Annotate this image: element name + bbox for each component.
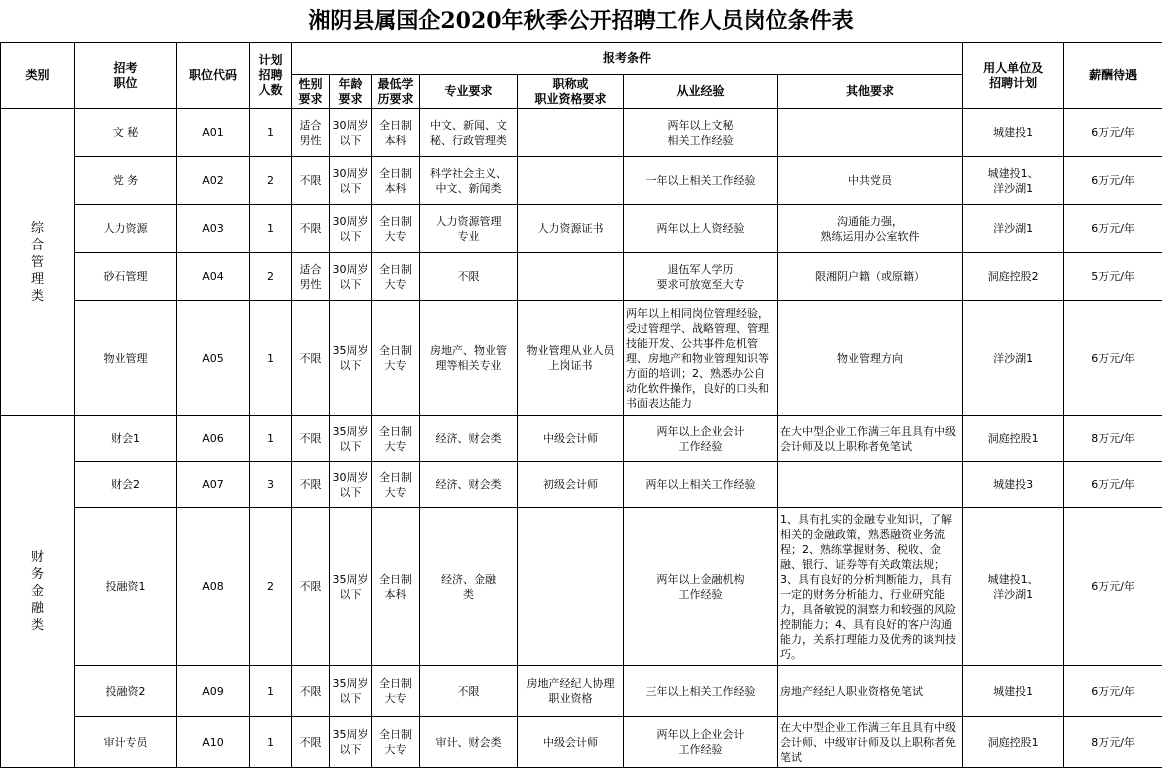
header-count: 计划 招聘 人数 <box>250 43 292 109</box>
other-cell <box>778 462 963 508</box>
education-cell: 全日制 大专 <box>372 416 420 462</box>
category-label: 财务金融类 <box>30 550 44 633</box>
gender-cell: 不限 <box>292 462 330 508</box>
gender-cell: 适合 男性 <box>292 109 330 157</box>
other-cell <box>778 109 963 157</box>
page-title: 湘阴县属国企2020年秋季公开招聘工作人员岗位条件表 <box>308 8 854 34</box>
education-cell: 全日制 本科 <box>372 157 420 205</box>
table-row <box>1 157 1162 205</box>
major-cell: 科学社会主义、 中文、新闻类 <box>420 157 518 205</box>
age-cell: 30周岁 以下 <box>330 253 372 301</box>
position-cell: 审计专员 <box>75 717 177 768</box>
gender-cell: 适合 男性 <box>292 253 330 301</box>
salary-cell: 8万元/年 <box>1064 717 1162 768</box>
position-cell: 人力资源 <box>75 205 177 253</box>
education-cell: 全日制 大专 <box>372 301 420 416</box>
title-requirement-cell <box>518 109 624 157</box>
count-cell: 1 <box>250 205 292 253</box>
count-cell: 3 <box>250 462 292 508</box>
age-cell: 30周岁 以下 <box>330 109 372 157</box>
header-experience: 从业经验 <box>624 75 778 109</box>
header-employer: 用人单位及 招聘计划 <box>963 43 1064 109</box>
gender-cell: 不限 <box>292 157 330 205</box>
gender-cell: 不限 <box>292 205 330 253</box>
code-cell: A10 <box>177 717 250 768</box>
table-row <box>1 462 1162 508</box>
other-cell: 沟通能力强， 熟练运用办公室软件 <box>778 205 963 253</box>
category-cell <box>1 109 75 416</box>
count-cell: 2 <box>250 157 292 205</box>
count-cell: 1 <box>250 109 292 157</box>
code-cell: A04 <box>177 253 250 301</box>
position-cell: 党 务 <box>75 157 177 205</box>
table-row <box>1 416 1162 462</box>
age-cell: 35周岁 以下 <box>330 416 372 462</box>
experience-cell: 两年以上人资经验 <box>624 205 778 253</box>
title-requirement-cell <box>518 253 624 301</box>
experience-cell: 两年以上企业会计 工作经验 <box>624 416 778 462</box>
employer-cell: 城建投1、 洋沙湖1 <box>963 508 1064 666</box>
education-cell: 全日制 大专 <box>372 462 420 508</box>
count-cell: 1 <box>250 717 292 768</box>
age-cell: 30周岁 以下 <box>330 205 372 253</box>
major-cell: 经济、财会类 <box>420 462 518 508</box>
employer-cell: 洞庭控股1 <box>963 717 1064 768</box>
employer-cell: 城建投1 <box>963 109 1064 157</box>
age-cell: 35周岁 以下 <box>330 666 372 717</box>
experience-cell: 两年以上金融机构 工作经验 <box>624 508 778 666</box>
major-cell: 不限 <box>420 253 518 301</box>
employer-cell: 洞庭控股2 <box>963 253 1064 301</box>
category-cell <box>1 416 75 768</box>
count-cell: 2 <box>250 508 292 666</box>
salary-cell: 6万元/年 <box>1064 109 1162 157</box>
age-cell: 30周岁 以下 <box>330 462 372 508</box>
education-cell: 全日制 大专 <box>372 666 420 717</box>
experience-cell: 两年以上文秘 相关工作经验 <box>624 109 778 157</box>
salary-cell: 6万元/年 <box>1064 301 1162 416</box>
other-cell: 房地产经纪人职业资格免笔试 <box>778 666 963 717</box>
title-requirement-cell: 中级会计师 <box>518 717 624 768</box>
salary-cell: 8万元/年 <box>1064 416 1162 462</box>
salary-cell: 6万元/年 <box>1064 462 1162 508</box>
gender-cell: 不限 <box>292 717 330 768</box>
experience-cell: 一年以上相关工作经验 <box>624 157 778 205</box>
count-cell: 2 <box>250 253 292 301</box>
header-category: 类别 <box>1 43 75 109</box>
position-cell: 投融资2 <box>75 666 177 717</box>
code-cell: A09 <box>177 666 250 717</box>
header-gender: 性别 要求 <box>292 75 330 109</box>
other-cell: 1、具有扎实的金融专业知识，了解相关的金融政策，熟悉融资业务流程；2、熟练掌握财务、税收、金融、银行、证券等有关政策法规；3、具有良好的分析判断能力，具有一定的财务分析能力、行业研究能力，具备敏锐的洞察力和较强的风险控制能力；4、具有良好的客户沟通能力，关系打理能力及优秀的谈判技巧。 <box>778 508 963 666</box>
major-cell: 房地产、物业管 理等相关专业 <box>420 301 518 416</box>
major-cell: 审计、财会类 <box>420 717 518 768</box>
salary-cell: 6万元/年 <box>1064 508 1162 666</box>
position-cell: 砂石管理 <box>75 253 177 301</box>
table-row <box>1 508 1162 666</box>
major-cell: 人力资源管理 专业 <box>420 205 518 253</box>
other-cell: 在大中型企业工作满三年且具有中级会计师及以上职称者免笔试 <box>778 416 963 462</box>
header-salary: 薪酬待遇 <box>1064 43 1162 109</box>
experience-cell: 两年以上相关工作经验 <box>624 462 778 508</box>
title-requirement-cell <box>518 157 624 205</box>
header-code: 职位代码 <box>177 43 250 109</box>
major-cell: 不限 <box>420 666 518 717</box>
table-row <box>1 109 1162 157</box>
education-cell: 全日制 大专 <box>372 253 420 301</box>
major-cell: 中文、新闻、文 秘、行政管理类 <box>420 109 518 157</box>
education-cell: 全日制 本科 <box>372 109 420 157</box>
code-cell: A01 <box>177 109 250 157</box>
count-cell: 1 <box>250 416 292 462</box>
experience-cell: 两年以上相同岗位管理经验，受过管理学、战略管理、管理技能开发、公共事件危机管理、房地产和物业管理知识等方面的培训；2、熟悉办公自动化软件操作，良好的口头和书面表达能力 <box>624 301 778 416</box>
major-cell: 经济、财会类 <box>420 416 518 462</box>
position-cell: 物业管理 <box>75 301 177 416</box>
other-cell: 在大中型企业工作满三年且具有中级会计师、中级审计师及以上职称者免笔试 <box>778 717 963 768</box>
gender-cell: 不限 <box>292 416 330 462</box>
experience-cell: 退伍军人学历 要求可放宽至大专 <box>624 253 778 301</box>
gender-cell: 不限 <box>292 301 330 416</box>
count-cell: 1 <box>250 301 292 416</box>
gender-cell: 不限 <box>292 508 330 666</box>
title-requirement-cell: 中级会计师 <box>518 416 624 462</box>
salary-cell: 5万元/年 <box>1064 253 1162 301</box>
title-requirement-cell <box>518 508 624 666</box>
experience-cell: 两年以上企业会计 工作经验 <box>624 717 778 768</box>
education-cell: 全日制 大专 <box>372 205 420 253</box>
title-requirement-cell: 物业管理从业人员 上岗证书 <box>518 301 624 416</box>
code-cell: A07 <box>177 462 250 508</box>
position-cell: 文 秘 <box>75 109 177 157</box>
employer-cell: 洋沙湖1 <box>963 301 1064 416</box>
recruitment-table <box>0 42 1162 768</box>
code-cell: A05 <box>177 301 250 416</box>
category-label: 综合管理类 <box>30 220 44 304</box>
major-cell: 经济、金融 类 <box>420 508 518 666</box>
salary-cell: 6万元/年 <box>1064 205 1162 253</box>
age-cell: 35周岁 以下 <box>330 717 372 768</box>
code-cell: A08 <box>177 508 250 666</box>
age-cell: 35周岁 以下 <box>330 508 372 666</box>
employer-cell: 城建投3 <box>963 462 1064 508</box>
header-conditions: 报考条件 <box>292 43 963 75</box>
position-cell: 财会1 <box>75 416 177 462</box>
header-other: 其他要求 <box>778 75 963 109</box>
header-age: 年龄 要求 <box>330 75 372 109</box>
other-cell: 限湘阴户籍（或原籍） <box>778 253 963 301</box>
title-requirement-cell: 初级会计师 <box>518 462 624 508</box>
title-requirement-cell: 房地产经纪人协理 职业资格 <box>518 666 624 717</box>
code-cell: A02 <box>177 157 250 205</box>
position-cell: 投融资1 <box>75 508 177 666</box>
table-row <box>1 205 1162 253</box>
salary-cell: 6万元/年 <box>1064 157 1162 205</box>
age-cell: 35周岁 以下 <box>330 301 372 416</box>
gender-cell: 不限 <box>292 666 330 717</box>
table-row <box>1 666 1162 717</box>
position-cell: 财会2 <box>75 462 177 508</box>
count-cell: 1 <box>250 666 292 717</box>
header-title-requirement: 职称或 职业资格要求 <box>518 75 624 109</box>
salary-cell: 6万元/年 <box>1064 666 1162 717</box>
table-row <box>1 253 1162 301</box>
header-position: 招考 职位 <box>75 43 177 109</box>
other-cell: 物业管理方向 <box>778 301 963 416</box>
employer-cell: 洞庭控股1 <box>963 416 1064 462</box>
title-requirement-cell: 人力资源证书 <box>518 205 624 253</box>
education-cell: 全日制 大专 <box>372 717 420 768</box>
header-major: 专业要求 <box>420 75 518 109</box>
header-education: 最低学 历要求 <box>372 75 420 109</box>
experience-cell: 三年以上相关工作经验 <box>624 666 778 717</box>
employer-cell: 洋沙湖1 <box>963 205 1064 253</box>
code-cell: A06 <box>177 416 250 462</box>
education-cell: 全日制 本科 <box>372 508 420 666</box>
table-row <box>1 717 1162 768</box>
table-row <box>1 301 1162 416</box>
employer-cell: 城建投1、 洋沙湖1 <box>963 157 1064 205</box>
other-cell: 中共党员 <box>778 157 963 205</box>
employer-cell: 城建投1 <box>963 666 1064 717</box>
age-cell: 30周岁 以下 <box>330 157 372 205</box>
code-cell: A03 <box>177 205 250 253</box>
